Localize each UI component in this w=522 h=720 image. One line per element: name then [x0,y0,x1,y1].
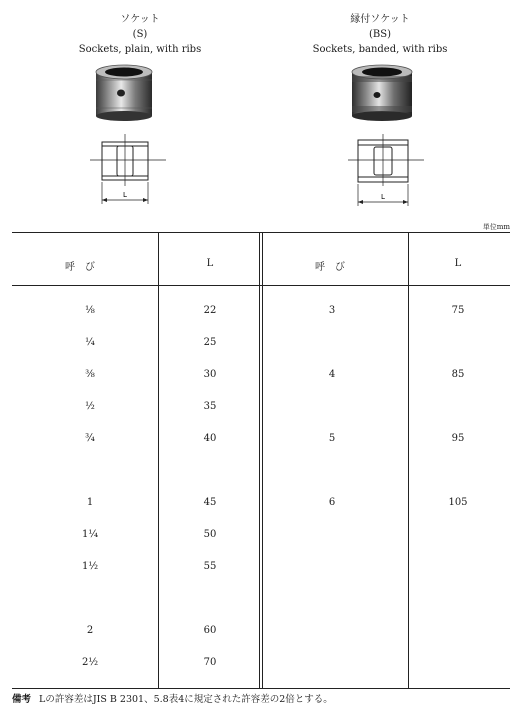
length-value: 35 [203,401,217,412]
table-double-divider-a [259,232,260,688]
nominal-size: ⅜ [85,369,95,380]
length-value: 75 [451,305,465,316]
length-value: 95 [451,433,465,444]
length-value: 70 [203,657,217,668]
length-value: 22 [203,305,217,316]
nominal-size: 1 [86,497,94,508]
nominal-size: 1¼ [81,529,99,540]
nominal-size: ⅛ [85,305,95,316]
table-column-divider [158,232,159,688]
banded-socket-dim-label: L [381,193,385,201]
table-column-divider [408,232,409,688]
plain-socket-dim-label: L [123,191,127,199]
nominal-size: ¾ [85,433,95,444]
nominal-size: 3 [328,305,336,316]
nominal-size: 2 [86,625,94,636]
table-top-rule [12,232,510,233]
header-length-left: L [206,258,214,269]
nominal-size: 5 [328,433,336,444]
banded-socket-title-en: Sockets, banded, with ribs [312,44,448,55]
plain-socket-code: (S) [132,29,148,40]
nominal-size: 2½ [81,657,99,668]
remarks-text: Lの許容差はJIS B 2301、5.8表4に規定された許容差の2倍とする。 [39,694,333,705]
nominal-size: ¼ [85,337,95,348]
plain-socket-title-en: Sockets, plain, with ribs [78,44,202,55]
header-nominal-right: 呼 び [315,262,345,273]
length-value: 60 [203,625,217,636]
banded-socket-title-jp: 縁付ソケット [350,14,410,25]
plain-socket-title-jp: ソケット [120,14,160,25]
plain-socket-photo [90,62,158,122]
table-header-rule [12,285,510,286]
remarks-note [12,691,333,705]
header-length-right: L [454,258,462,269]
header-nominal-left: 呼 び [65,262,95,273]
unit-label: 単位mm [482,223,510,231]
banded-socket-code: (BS) [368,29,391,40]
plain-socket-heading [40,12,240,57]
plain-socket-drawing [88,132,168,212]
length-value: 45 [203,497,217,508]
table-double-divider-b [262,232,263,688]
table-bottom-rule [12,688,510,689]
length-value: 55 [203,561,217,572]
nominal-size: 4 [328,369,336,380]
length-value: 105 [448,497,468,508]
length-value: 40 [203,433,217,444]
banded-socket-drawing [346,132,426,212]
length-value: 30 [203,369,217,380]
banded-socket-photo [348,62,416,122]
length-value: 85 [451,369,465,380]
banded-socket-heading [280,12,480,57]
nominal-size: 6 [328,497,336,508]
length-value: 50 [203,529,217,540]
remarks-label: 備考 [12,694,32,705]
nominal-size: ½ [85,401,95,412]
nominal-size: 1½ [81,561,99,572]
length-value: 25 [203,337,217,348]
